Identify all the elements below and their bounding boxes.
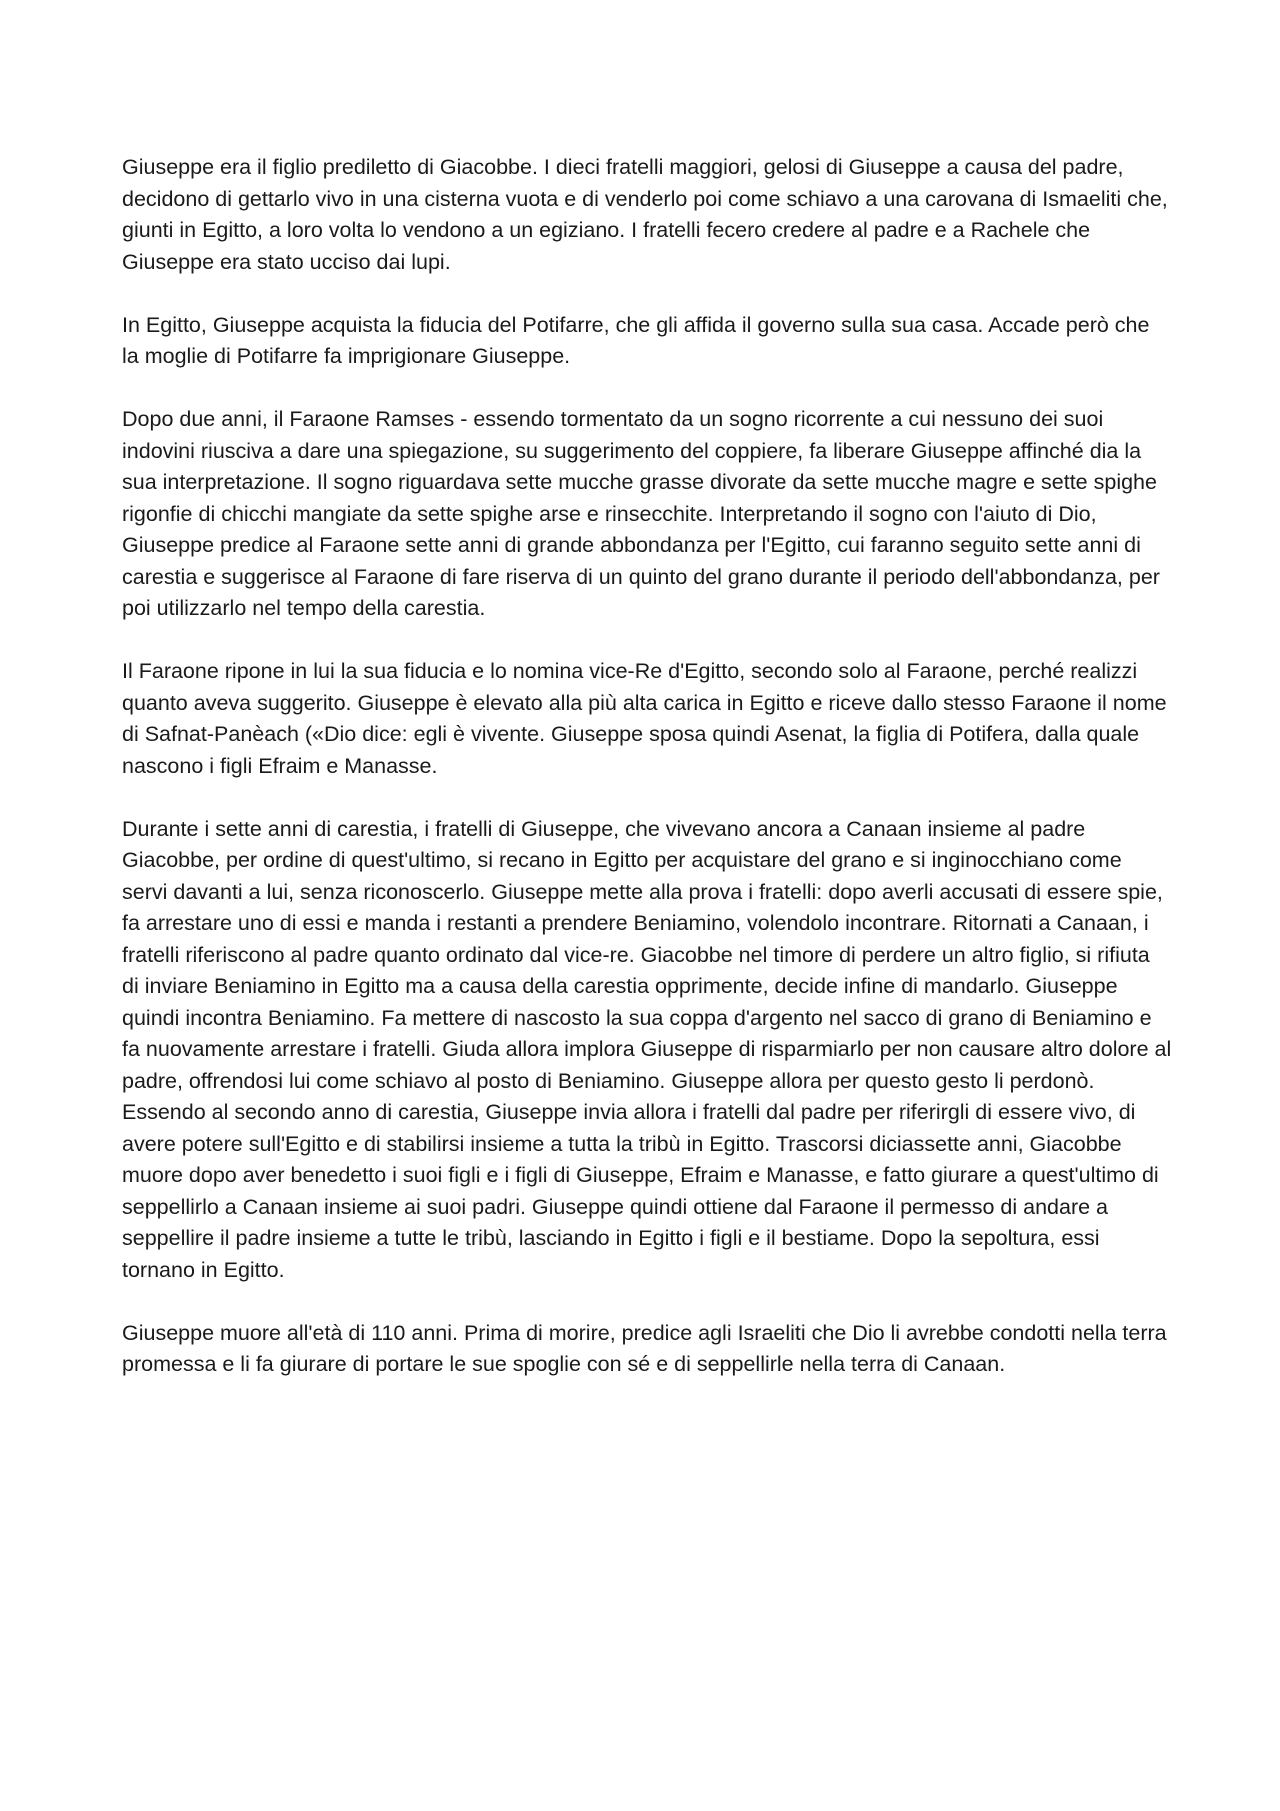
paragraph-potiphar: In Egitto, Giuseppe acquista la fiducia del Potifarre, che gli affida il governo sulla sua casa. Accade però che la moglie di Potifarre fa imprigionare Giuseppe.	[122, 312, 1150, 368]
paragraph-vice-king: Il Faraone ripone in lui la sua fiducia e lo nomina vice-Re d'Egitto, secondo solo al Faraone, perché realizzi quanto aveva suggerito. Giuseppe è elevato alla più alta carica in Egitto e riceve dallo stesso Faraone il nome di Safnat-Panèach («Dio dice: egli è vivente. Giuseppe sposa quindi Asenat, la figlia di Potifera, dalla quale nascono i figli Efraim e Manasse.	[122, 659, 1167, 778]
paragraph-famine-brothers: Durante i sette anni di carestia, i fratelli di Giuseppe, che vivevano ancora a Canaan insieme al padre Giacobbe, per ordine di quest'ultimo, si recano in Egitto per acquistare del grano e si inginocchiano come servi davanti a lui, senza riconoscerlo. Giuseppe mette alla prova i fratelli: dopo averli accusati di essere spie, fa arrestare uno di essi e manda i restanti a prendere Beniamino, volendolo incontrare. Ritornati a Canaan, i fratelli riferiscono al padre quanto ordinato dal vice-re. Giacobbe nel timore di perdere un altro figlio, si rifiuta di inviare Beniamino in Egitto ma a causa della carestia opprimente, decide infine di mandarlo. Giuseppe quindi incontra Beniamino. Fa mettere di nascosto la sua coppa d'argento nel sacco di grano di Beniamino e fa nuovamente arrestare i fratelli. Giuda allora implora Giuseppe di risparmiarlo per non causare altro dolore al padre, offrendosi lui come schiavo al posto di Beniamino. Giuseppe allora per questo gesto li perdonò. Essendo al secondo anno di carestia, Giuseppe invia allora i fratelli dal padre per riferirgli di essere vivo, di avere potere sull'Egitto e di stabilirsi insieme a tutta la tribù in Egitto. Trascorsi diciassette anni, Giacobbe muore dopo aver benedetto i suoi figli e i figli di Giuseppe, Efraim e Manasse, e fatto giurare a quest'ultimo di seppellirlo a Canaan insieme ai suoi padri. Giuseppe quindi ottiene dal Faraone il permesso di andare a seppellire il padre insieme a tutte le tribù, lasciando in Egitto i figli e il bestiame. Dopo la sepoltura, essi tornano in Egitto.	[122, 816, 1172, 1282]
paragraph-death: Giuseppe muore all'età di 110 anni. Prima di morire, predice agli Israeliti che Dio li avrebbe condotti nella terra promessa e li fa giurare di portare le sue spoglie con sé e di seppellirle nella terra di Canaan.	[122, 1320, 1167, 1376]
paragraph-joseph-sold: Giuseppe era il figlio prediletto di Giacobbe. I dieci fratelli maggiori, gelosi di Giuseppe a causa del padre, decidono di gettarlo vivo in una cisterna vuota e di venderlo poi come schiavo a una carovana di Ismaeliti che, giunti in Egitto, a loro volta lo vendono a un egiziano. I fratelli fecero credere al padre e a Rachele che Giuseppe era stato ucciso dai lupi.	[122, 155, 1168, 274]
paragraph-pharaoh-dream: Dopo due anni, il Faraone Ramses - essendo tormentato da un sogno ricorrente a cui nessuno dei suoi indovini riusciva a dare una spiegazione, su suggerimento del coppiere, fa liberare Giuseppe affinché dia la sua interpretazione. Il sogno riguardava sette mucche grasse divorate da sette mucche magre e sette spighe rigonfie di chicchi mangiate da sette spighe arse e rinsecchite. Interpretando il sogno con l'aiuto di Dio, Giuseppe predice al Faraone sette anni di grande abbondanza per l'Egitto, cui faranno seguito sette anni di carestia e suggerisce al Faraone di fare riserva di un quinto del grano durante il periodo dell'abbondanza, per poi utilizzarlo nel tempo della carestia.	[122, 407, 1160, 620]
document-body	[122, 152, 1172, 1412]
